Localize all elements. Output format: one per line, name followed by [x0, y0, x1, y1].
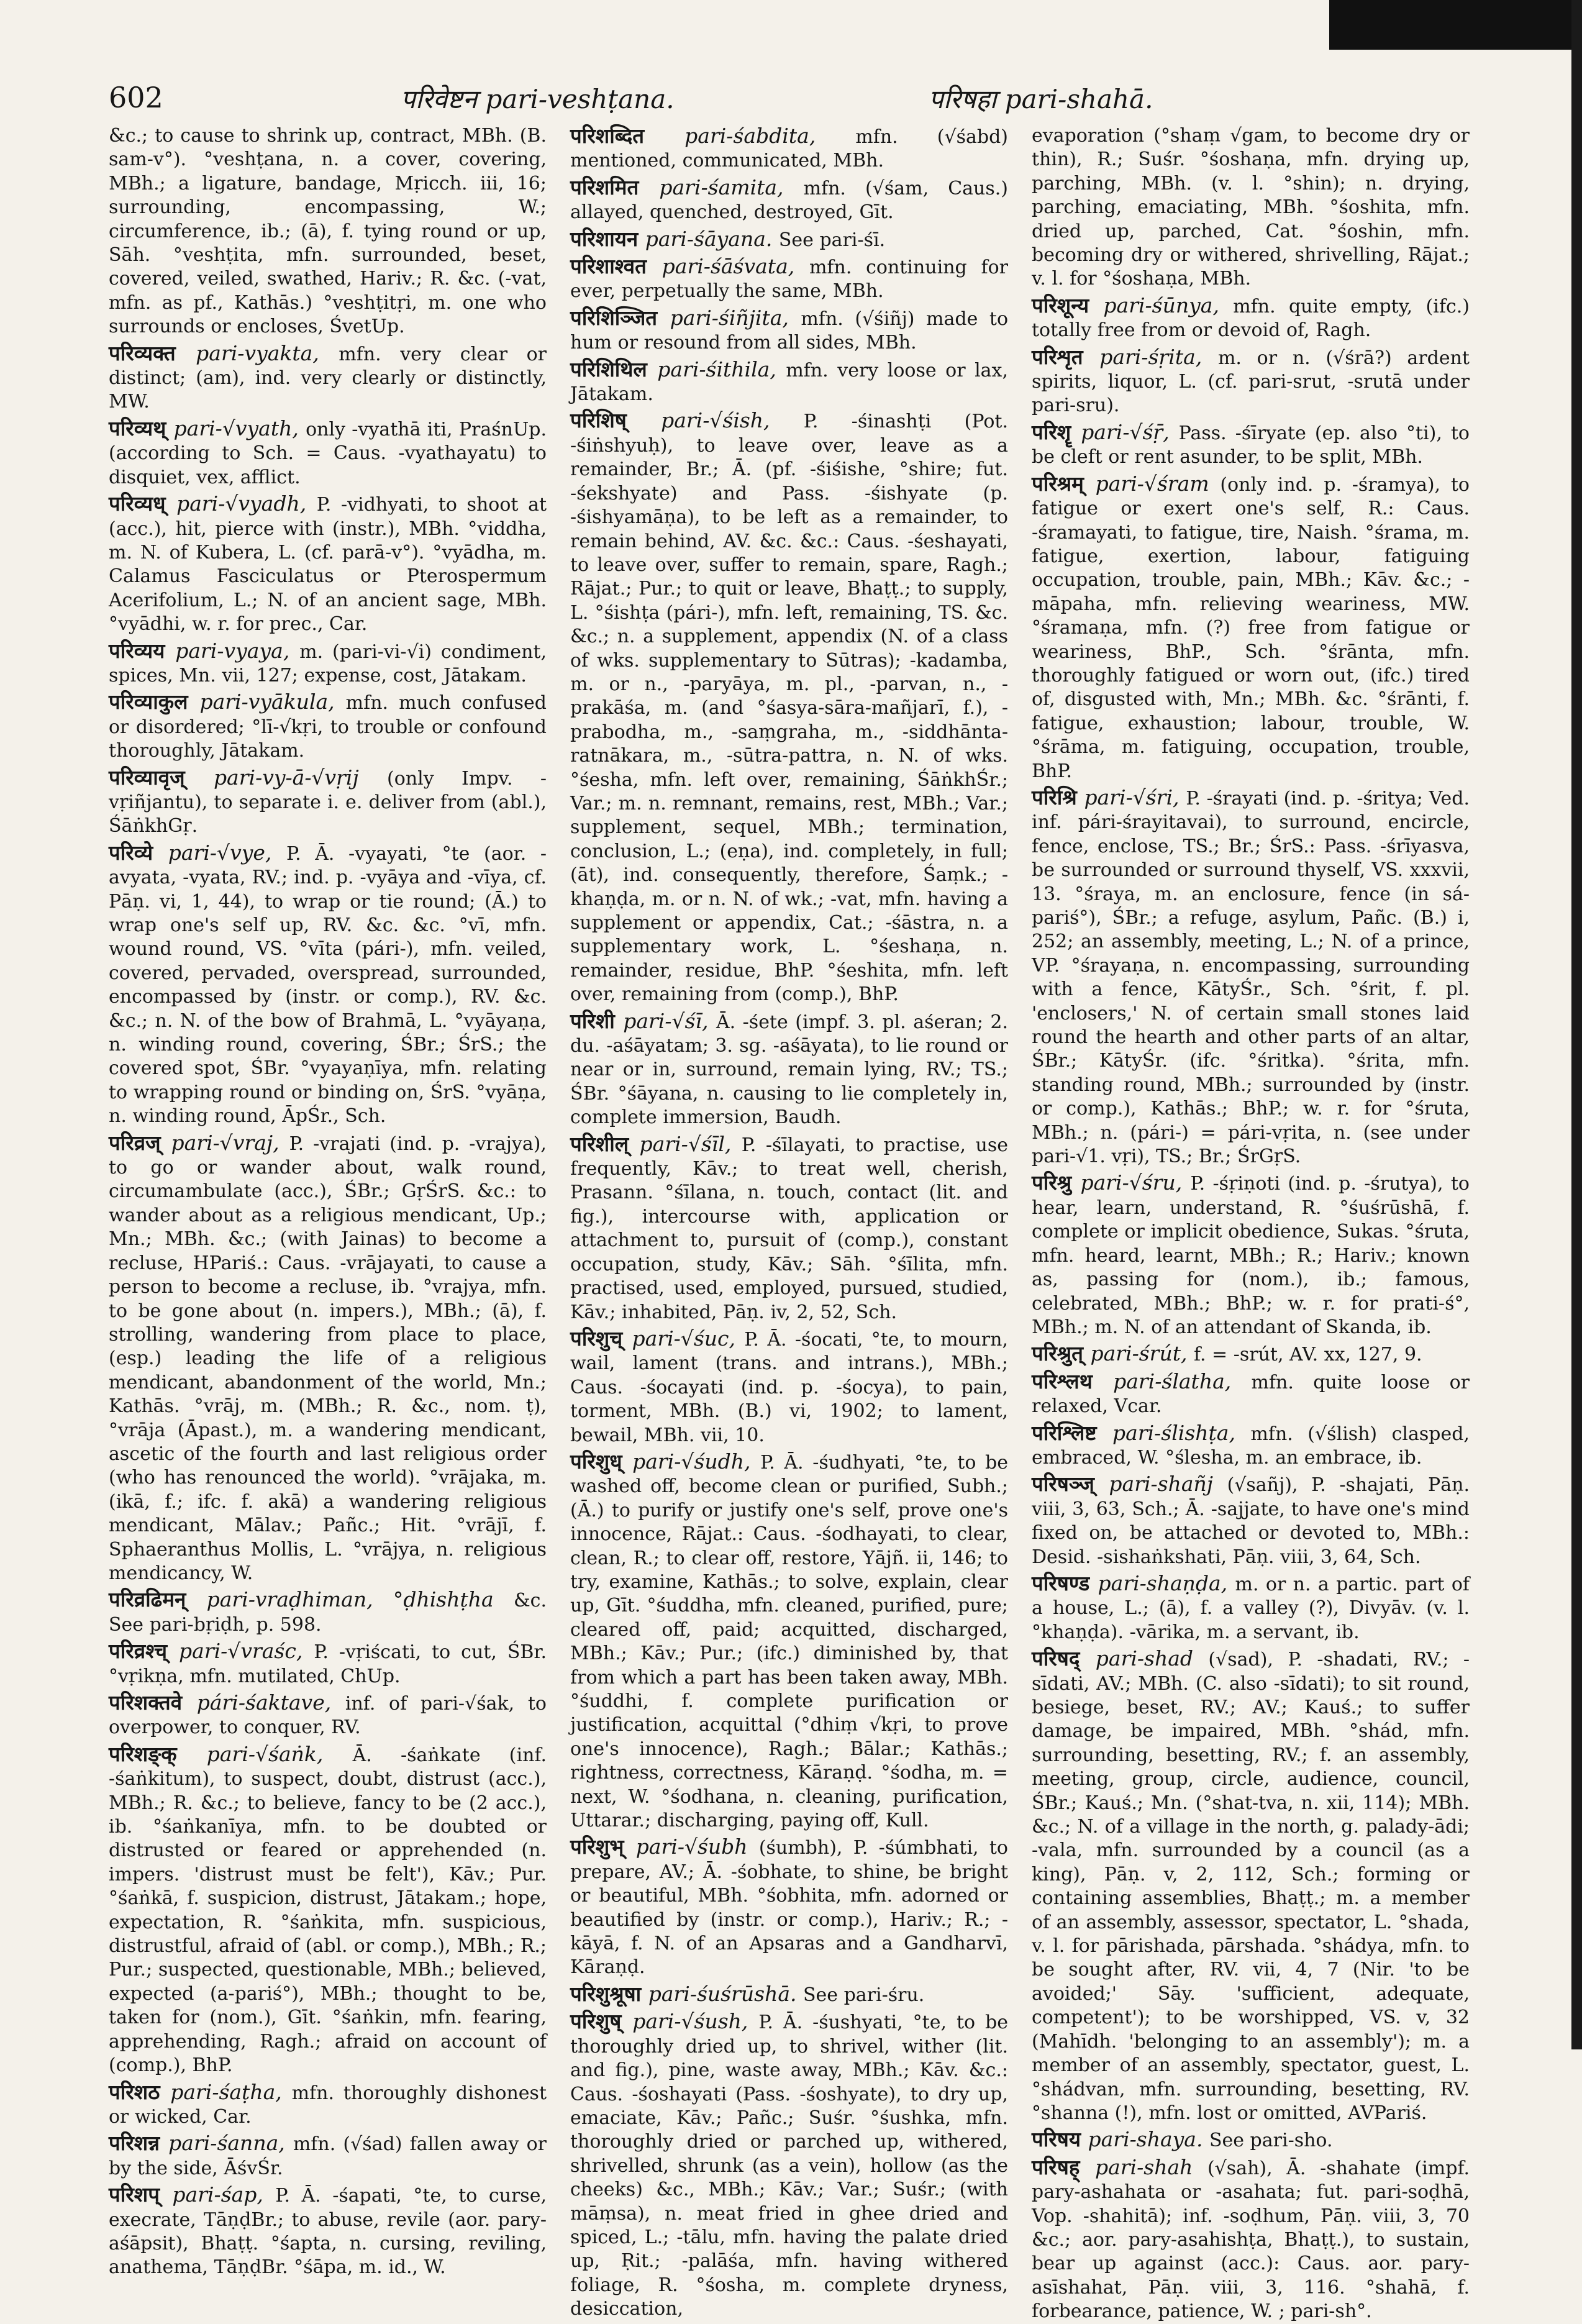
- dictionary-entry: [570, 1132, 1008, 1324]
- entry-definition: mfn. quite loose or relaxed, Vcar.: [1032, 1371, 1470, 1418]
- page-number: 602: [109, 81, 163, 114]
- entry-definition: (√sad), P. -shadati, RV.; -sīdati, AV.; MBh. (C. also -sīdati); to sit round, besiege, beset, RV.; AV.; Kauś.; to suffer damage, be impaired, MBh. °shád, mfn. surrounding, besetting, RV.; f. an assembly, meeting, group, circle, audience, council, ŚBr.; Kauś.; Mn. (°shat-tva, n. xii, 114); MBh. &c.; N. of a village in the north, g. palady-ādi; -vala, mfn. surrounded by a council (as a king), Pāṇ. v, 2, 112, Sch.; forming or containing assemblies, Bhaṭṭ.; m. a member of an assembly, assessor, spectator, L. °shada, v. l. for pārishada, pārshada. °shádya, mfn. to be sought after, RV. vii, 4, 7 (Nir. 'to be avoided;' Sāy. 'sufficient, adequate, competent'); to be worshipped, VS. v, 32 (Mahīdh. 'belonging to an assembly'); m. a member of an assembly, spectator, guest, L. °shádvan, mfn. surrounding, besetting, RV. °shanna (!), mfn. lost or omitted, AVPariś.: [1032, 1649, 1470, 2124]
- headword-devanagari: परिशून्य: [1032, 293, 1104, 317]
- headword-transliteration: pari-√śaṅk,: [206, 1741, 353, 1766]
- entry-definition: Pass. -śīryate (ep. also °ti), to be cleft or rent asunder, to be split, MBh.: [1032, 422, 1470, 468]
- entry-definition: P. -śīlayati, to practise, use frequently, Kāv.; to treat well, cherish, Prasann. °śīlana, n. touch, contact (lit. and fig.), intercourse with, application or attachment to, pursuit of (comp.), constant occupation, study, Kāv.; Sāh. °śīlita, mfn. practised, used, employed, pursued, studied, Kāv.; inhabited, Pāṇ. iv, 2, 52, Sch.: [570, 1134, 1008, 1323]
- headword-transliteration: pari-shaṇḍa,: [1098, 1570, 1235, 1595]
- running-head-left: परिवेष्टन pari-veshṭana.: [401, 84, 675, 114]
- entry-definition: P. Ā. -śudhyati, °te, to be washed off, become clean or purified, Subh.; (Ā.) to purify or justify one's self, prove one's innocence, Rājat.: Caus. -śodhayati, to clear, clean, R.; to clear off, restore, Yājñ. ii, 146; to try, examine, Kathās.; to solve, explain, clear up, Gīt. °śuddha, mfn. cleaned, purified, pure; cleared off, paid; acquitted, discharged, MBh.; Kāv.; Pur.; (ifc.) diminished by, that from which a part has been taken away, MBh. °śuddhi, f. complete purification or justification, acquittal (°dhiṃ √kṛi, to prove one's innocence), Ragh.; Bālar.; Kathās.; rightness, correctness, Kāraṇḍ. °śodha, m. = next, W. °śodhana, n. cleaning, purification, Uttarar.; discharging, paying off, Kull.: [570, 1451, 1008, 1832]
- headword-transliteration: pari-śāyana.: [645, 226, 779, 251]
- entry-definition: See pari-sho.: [1209, 2130, 1333, 2152]
- dictionary-entry: [570, 1835, 1008, 1979]
- headword-devanagari: परिशुश्रूषा: [570, 1981, 648, 2006]
- entry-definition: only -vyathā iti, PraśnUp. (according to Sch. = Caus. -vyathayatu) to disquiet, vex, afflict.: [109, 418, 547, 488]
- headword-transliteration: pari-√vyath,: [173, 416, 306, 440]
- headword-devanagari: परिषह्: [1032, 2154, 1095, 2179]
- headword-transliteration: pari-shañj: [1109, 1472, 1227, 1497]
- headword-devanagari: परिषद्: [1032, 1646, 1096, 1671]
- entry-definition: mfn. very loose or lax, Jātakam.: [570, 359, 1009, 406]
- headword-transliteration: pari-√śīl,: [639, 1131, 742, 1156]
- headword-devanagari: परिषय: [1032, 2127, 1088, 2152]
- entry-definition: (√sañj), P. -shajati, Pāṇ. viii, 3, 63, Sch.; Ā. -sajjate, to have one's mind fixed on, be attached or devoted to, MBh.: Desid. -sishaṅkshati, Pāṇ. viii, 3, 64, Sch.: [1032, 1474, 1470, 1568]
- headword-transliteration: pari-śabdita,: [684, 124, 856, 148]
- headword-devanagari: परिव्रढिमन्: [109, 1587, 207, 1612]
- headword-devanagari: परिव्यावृज्: [109, 765, 214, 790]
- headword-devanagari: परिशिञ्जित: [570, 305, 670, 330]
- entry-definition: mfn. (√ślish) clasped, embraced, W. °ślesha, m. an embrace, ib.: [1032, 1423, 1470, 1469]
- headword-devanagari: परिव्यक्त: [109, 340, 196, 365]
- headword-devanagari: परिशुच्: [570, 1326, 632, 1351]
- headword-transliteration: pari-√vyadh,: [176, 491, 317, 516]
- entry-definition: mfn. (√śiñj) made to hum or resound from all sides, MBh.: [570, 308, 1009, 354]
- dictionary-entry: [1032, 1421, 1470, 1470]
- headword-transliteration: pari-vraḍhiman, °ḍhishṭha: [206, 1587, 514, 1612]
- dictionary-entry: [570, 1982, 1008, 2007]
- dictionary-entry: [109, 124, 547, 339]
- headword-devanagari: परिशिष्: [570, 408, 661, 433]
- running-head-right: परिषहा pari-shahā.: [929, 84, 1153, 114]
- dictionary-entry: [570, 227, 1008, 252]
- dictionary-entry: [570, 124, 1008, 173]
- dictionary-entry: [109, 2080, 547, 2130]
- dictionary-entry: [1032, 124, 1470, 291]
- headword-devanagari: परिव्यध्: [109, 491, 177, 516]
- entry-definition: mfn. much confused or disordered; °lī-√kṛi, to trouble or confound thoroughly, Jātakam.: [109, 692, 547, 762]
- headword-transliteration: pari-√śish,: [661, 408, 804, 433]
- headword-transliteration: pari-√śṝ,: [1081, 419, 1179, 444]
- entry-definition: mfn. continuing for ever, perpetually the same, MBh.: [570, 257, 1008, 303]
- headword-transliteration: pari-√śri,: [1084, 785, 1186, 809]
- headword-transliteration: pari-śamita,: [659, 175, 804, 199]
- dictionary-columns: [109, 124, 1472, 2323]
- entry-definition: m. or n. a partic. part of a house, L.; (ā), f. a valley (?), Divyāv. (v. l. °khaṇḍa). -vārika, m. a servant, ib.: [1032, 1573, 1470, 1643]
- dictionary-entry: [109, 342, 547, 414]
- dictionary-entry: [570, 1327, 1008, 1447]
- headword-devanagari: परिश्लथ: [1032, 1369, 1114, 1393]
- entry-definition: mfn. very clear or distinct; (am), ind. very clearly or distinctly, MW.: [109, 343, 547, 413]
- entry-definition: See pari-śī.: [778, 229, 886, 251]
- headword-devanagari: परिव्यथ्: [109, 416, 174, 440]
- headword-devanagari: परिशृत: [1032, 344, 1100, 369]
- headword-devanagari: परिव्ये: [109, 840, 168, 865]
- entry-definition: P. Ā. -vyayati, °te (aor. -avyata, -vyata, RV.; ind. p. -vyāya and -vīya, cf. Pāṇ. vi, 1, 44), to wrap or tie round; (Ā.) to wrap one's self up, RV. &c. &c. °vī, mfn. wound round, VS. °vīta (pári-), mfn. veiled, covered, pervaded, overspread, surrounded, encompassed by (instr. or comp.), RV. &c. &c.; n. N. of the bow of Brahmā, L. °vyāyaṇa, n. winding round, covering, ŚBr.; ŚrS.; the covered spot, ŚBr. °vyayaṇīya, mfn. relating to wrapping round or binding on, ŚrS. °vyāṇa, n. winding round, ĀpŚr., Sch.: [109, 842, 547, 1128]
- page-header: [109, 75, 1463, 124]
- headword-transliteration: pari-śithila,: [657, 357, 786, 381]
- headword-transliteration: pari-shad: [1095, 1646, 1209, 1671]
- headword-transliteration: pari-vyaya,: [175, 638, 300, 663]
- headword-devanagari: परिशङ्क्: [109, 1741, 207, 1766]
- dictionary-entry: [109, 1691, 547, 1740]
- headword-transliteration: pari-√vraśc,: [179, 1639, 314, 1664]
- headword-transliteration: pari-śṛita,: [1099, 344, 1218, 369]
- dictionary-entry: [109, 492, 547, 636]
- headword-devanagari: परिशन्न: [109, 2131, 169, 2156]
- dictionary-entry: [1032, 1342, 1470, 1367]
- dictionary-entry: [570, 176, 1008, 225]
- dictionary-entry: [1032, 1572, 1470, 1644]
- entry-definition: P. -vṛiścati, to cut, ŚBr. °vṛikṇa, mfn. mutilated, ChUp.: [109, 1641, 547, 1687]
- headword-transliteration: pari-ślatha,: [1113, 1369, 1252, 1393]
- entry-definition: (śumbh), P. -śúmbhati, to prepare, AV.; Ā. -śobhate, to shine, be bright or beautiful, MBh. °śobhita, mfn. adorned or beautified by (instr. or comp.), Hariv.; R.; -kāyā, f. N. of an Apsaras and a Gandharvī, Kāraṇḍ.: [570, 1837, 1008, 1979]
- entry-definition: &c. See pari-bṛiḍh, p. 598.: [109, 1590, 547, 1636]
- headword-transliteration: pari-śāśvata,: [661, 254, 809, 279]
- entry-definition: Ā. -śaṅkate (inf. -śaṅkitum), to suspect, doubt, distrust (acc.), MBh.; R. &c.; to believe, fancy to be (2 acc.), ib. °śaṅkanīya, mfn. to be doubted or distrusted or feared or apprehended (n. impers. 'distrust must be felt'), Kāv.; Pur. °śaṅkā, f. suspicion, distrust, Jātakam.; hope, expectation, R. °śaṅkita, mfn. suspicious, distrustful, afraid of (abl. or comp.), MBh.; R.; Pur.; suspected, questionable, MBh.; believed, expected (a-pariś°), MBh.; thought to be, taken for (nom.), Gīt. °śaṅkin, mfn. fearing, apprehending, Ragh.; afraid on account of (comp.), BhP.: [109, 1744, 547, 2077]
- headword-transliteration: pari-śap,: [172, 2182, 276, 2207]
- entry-definition: See pari-śru.: [802, 1984, 925, 2006]
- column-1: [109, 124, 547, 2279]
- headword-transliteration: pari-shaya.: [1088, 2127, 1209, 2152]
- headword-devanagari: परिश्रु: [1032, 1170, 1081, 1195]
- entry-definition: inf. of pari-√śak, to overpower, to conquer, RV.: [109, 1693, 547, 1739]
- dictionary-entry: [570, 255, 1008, 304]
- dictionary-entry: [1032, 421, 1470, 470]
- headword-devanagari: परिश्रम्: [1032, 471, 1096, 496]
- dictionary-entry: [1032, 2156, 1470, 2324]
- headword-transliteration: pari-śiñjita,: [670, 305, 801, 330]
- dictionary-entry: [109, 417, 547, 490]
- headword-transliteration: pari-√śuc,: [632, 1326, 745, 1351]
- entry-definition: P. -vidhyati, to shoot at (acc.), hit, pierce with (instr.), MBh. °viddha, m. N. of Kubera, L. (cf. parā-v°). °vyādha, m. Calamus Fasciculatus or Pterospermum Acerifolium, L.; N. of an ancient sage, MBh. °vyādhi, w. r. for prec., Car.: [109, 494, 547, 636]
- dictionary-entry: [1032, 1472, 1470, 1569]
- headword-devanagari: परिशाश्वत: [570, 254, 662, 279]
- dictionary-entry: [1032, 1171, 1470, 1339]
- headword-transliteration: pari-√śush,: [632, 2009, 759, 2034]
- dictionary-entry: [1032, 786, 1470, 1169]
- headword-devanagari: परिशठ: [109, 2079, 171, 2104]
- dictionary-entry: [1032, 345, 1470, 418]
- headword-transliteration: pari-√śru,: [1080, 1170, 1191, 1195]
- entry-definition: P. -vrajati (ind. p. -vrajya), to go or wander about, walk round, circumambulate (acc.), ŚBr.; GṛŚrS. &c.: to wander about as a religious mendicant, Up.; Mn.; MBh. &c.; (with Jainas) to become a recluse, HPariś.: Caus. -vrājayati, to cause a person to become a recluse, ib. °vrajya, mfn. to be gone about (n. impers.), MBh.; (ā), f. strolling, wandering from place to place, (esp.) leading the life of a religious mendicant, abandonment of the world, Mn.; Kathās. °vrāj, m. (MBh.; R. &c., nom. ṭ), °vrāja (Āpast.), m. a wandering mendicant, ascetic of the fourth and last religious order (who has renounced the world). °vrājaka, m. (ikā, f.; ifc. f. akā) a wandering religious mendicant, Mālav.; Pañc.; Hit. °vrājī, f. Sphaeranthus Mollis, L. °vrājya, n. religious mendicancy, W.: [109, 1132, 547, 1584]
- dictionary-entry: [109, 1639, 547, 1688]
- dictionary-entry: [109, 690, 547, 763]
- dictionary-entry: [570, 1009, 1008, 1130]
- headword-devanagari: परिषण्ड: [1032, 1570, 1098, 1595]
- headword-devanagari: परिश्रुत्: [1032, 1341, 1091, 1366]
- dictionary-entry: [570, 358, 1008, 407]
- headword-transliteration: pari-vy-ā-√vṛij: [213, 765, 388, 790]
- headword-transliteration: pari-śrút,: [1090, 1341, 1194, 1366]
- dictionary-entry: [1032, 294, 1470, 343]
- headword-transliteration: pari-vyakta,: [196, 340, 339, 365]
- entry-definition: (only Impv. -vṛiñjantu), to separate i. e. deliver from (abl.), ŚāṅkhGṛ.: [109, 767, 547, 837]
- dictionary-entry: [109, 841, 547, 1129]
- entry-definition: &c.; to cause to shrink up, contract, MBh. (B. sam-v°). °veshṭana, n. a cover, covering, MBh.; a ligature, bandage, Mṛicch. iii, 16; surrounding, encompassing, W.; circumference, ib.; (ā), f. tying round or up, Sāh. °veshṭita, mfn. surrounded, beset, covered, veiled, swathed, Hariv.; R. &c. (-vat, mfn. as pf., Kathās.) °veshṭitṛi, m. one who surrounds or encloses, ŚvetUp.: [109, 125, 547, 338]
- headword-transliteration: pári-śaktave,: [196, 1690, 345, 1715]
- dictionary-entry: [570, 306, 1008, 355]
- dictionary-entry: [109, 1743, 547, 2078]
- dictionary-entry: [1032, 2128, 1470, 2153]
- headword-devanagari: परिशायन: [570, 226, 645, 251]
- entry-definition: m. (pari-vi-√i) condiment, spices, Mn. vii, 127; expense, cost, Jātakam.: [109, 640, 547, 686]
- headword-transliteration: pari-√śudh,: [632, 1449, 761, 1474]
- headword-transliteration: pari-śaṭha,: [170, 2079, 292, 2104]
- dictionary-entry: [109, 639, 547, 688]
- column-3: [1032, 124, 1470, 2323]
- headword-transliteration: pari-vyākula,: [199, 690, 346, 714]
- entry-definition: mfn. (√śabd) mentioned, communicated, MBh.: [570, 126, 1008, 172]
- scan-top-bar: [1329, 0, 1582, 50]
- headword-devanagari: परिशुध्: [570, 1449, 633, 1474]
- headword-transliteration: pari-shah: [1094, 2154, 1207, 2179]
- scan-right-edge: [1571, 0, 1582, 2049]
- dictionary-entry: [109, 1131, 547, 1586]
- headword-transliteration: pari-√śī,: [623, 1008, 716, 1033]
- headword-devanagari: परिषञ्ज्: [1032, 1472, 1109, 1497]
- dictionary-entry: [109, 766, 547, 839]
- entry-definition: mfn. (√śad) fallen away or by the side, ĀśvŚr.: [109, 2133, 547, 2179]
- entry-definition: P. -śṛiṇoti (ind. p. -śrutya), to hear, learn, understand, R. °śuśrūshā, f. complete or implicit obedience, Sukas. °śruta, mfn. heard, learnt, MBh.; R.; Hariv.; known as, passing for (nom.), ib.; famous, celebrated, MBh.; BhP.; w. r. for prati-ś°, MBh.; m. N. of an attendant of Skanda, ib.: [1032, 1173, 1470, 1338]
- headword-devanagari: परिशॄ: [1032, 419, 1081, 444]
- entry-definition: (√sah), Ā. -shahate (impf. pary-ashahata or -asahata; fut. pari-soḍhā, Vop. -shahitā); inf. -soḍhum, Pāṇ. viii, 3, 70 &c.; aor. pary-asahishṭa, Bhaṭṭ.), to sustain, bear up against (acc.): Caus. aor. pary-asīshahat, Pāṇ. viii, 3, 116. °shahā, f. forbearance, patience, W. ; pari-sh°.: [1032, 2157, 1470, 2323]
- entry-definition: P. Ā. -śapati, °te, to curse, execrate, TāṇḍBr.; to abuse, revile (aor. pary-aśāpsit), Bhaṭṭ. °śapta, n. cursing, reviling, anathema, TāṇḍBr. °śāpa, m. id., W.: [109, 2185, 547, 2279]
- entry-definition: P. -śinashṭi (Pot. -śiṅshyuḥ), to leave over, leave as a remainder, Br.; Ā. (pf. -śiśishe, °shire; fut. -śekshyate) and Pass. -śishyate (p. -śishyamāṇa), to be left as a remainder, to remain behind, AV. &c. &c.: Caus. -śeshayati, to leave over, suffer to remain, spare, Ragh.; Rājat.; Pur.; to quit or leave, Bhaṭṭ.; to supply, L. °śishṭa (pári-), mfn. left, remaining, TS. &c. &c.; n. a supplement, appendix (N. of a class of wks. supplementary to Sūtras); -kadamba, m. or n., -paryāya, m. pl., -parvan, n., -prakāśa, m. (and °śasya-sāra-mañjarī, f.), -prabodha, m., -saṃgraha, m., -siddhānta-ratnākara, m., -sūtra-pattra, n. N. of wks. °śesha, mfn. left over, remaining, ŚāṅkhŚr.; Var.; m. n. remnant, remains, rest, MBh.; Var.; supplement, sequel, MBh.; termination, conclusion, L.; (eṇa), ind. completely, in full; (āt), ind. consequently, therefore, Śaṃk.; -khaṇḍa, m. or n. N. of wk.; -vat, mfn. having a supplement or appendix, Cat.; -śāstra, n. a supplementary work, L. °śeshaṇa, n. remainder, residue, BhP. °śeshita, mfn. left over, remaining from (comp.), BhP.: [570, 411, 1008, 1006]
- headword-devanagari: परिव्रश्च्: [109, 1639, 180, 1664]
- headword-devanagari: परिशब्दित: [570, 124, 685, 148]
- dictionary-entry: [1032, 1647, 1470, 2125]
- headword-transliteration: pari-√vraj,: [171, 1130, 289, 1155]
- entry-definition: mfn. thoroughly dishonest or wicked, Car.: [109, 2082, 547, 2128]
- dictionary-entry: [109, 1588, 547, 1637]
- headword-transliteration: pari-ślishṭa,: [1112, 1420, 1251, 1445]
- headword-devanagari: परिशक्तवे: [109, 1690, 197, 1715]
- headword-transliteration: pari-śuśrūshā.: [648, 1981, 803, 2006]
- headword-transliteration: pari-√śram: [1095, 471, 1221, 496]
- headword-devanagari: परिशमित: [570, 175, 660, 199]
- entry-definition: P. -śrayati (ind. p. -śritya; Ved. inf. pári-śrayitavai), to surround, encircle, fence, enclose, TS.; Br.; ŚrS.: Pass. -śrīyasva, be surrounded or surround thyself, VS. xxxvii, 13. °śraya, m. an enclosure, fence (in sá-pariś°), ŚBr.; a refuge, asylum, Pañc. (B.) i, 252; an assembly, meeting, L.; N. of a prince, VP. °śrayaṇa, n. encompassing, surrounding with a fence, KātyŚr., Sch. °śrit, f. pl. 'enclosers,' N. of certain small stones laid round the hearth and other parts of an altar, ŚBr.; KātyŚr. (ifc. °śritka). °śrita, mfn. standing round, MBh.; surrounded by (instr. or comp.), Kathās.; BhP.; w. r. for °śruta, MBh.; n. (pári-) = pári-vṛita, n. (see under pari-√1. vṛi), TS.; Br.; ŚrGṛS.: [1032, 787, 1470, 1168]
- headword-transliteration: pari-śūnya,: [1103, 293, 1234, 317]
- entry-definition: P. Ā. -śushyati, °te, to be thoroughly dried up, to shrivel, wither (lit. and fig.), pine, waste away, MBh.; Kāv. &c.: Caus. -śoshayati (Pass. -śoshyate), to dry up, emaciate, Kāv.; Pañc.; Suśr. °śushka, mfn. thoroughly dried or parched up, withered, shrivelled, shrunk (as a vein), hollow (as the cheeks) &c., MBh.; Kāv.; Var.; Suśr.; (with māṃsa), n. meat fried in ghee dried and spiced, L.; -tālu, mfn. having the palate dried up, Ṛit.; -palāśa, mfn. having withered foliage, R. °śosha, m. complete dryness, desiccation,: [570, 2012, 1008, 2320]
- entry-definition: m. or n. (√śrā?) ardent spirits, liquor, L. (cf. pari-srut, -srutā under pari-sru).: [1032, 347, 1470, 417]
- column-2: [570, 124, 1009, 2320]
- headword-devanagari: परिश्रि: [1032, 785, 1084, 809]
- dictionary-entry: [109, 2183, 547, 2280]
- headword-devanagari: परिव्रज्: [109, 1130, 171, 1155]
- entry-definition: mfn. (√śam, Caus.) allayed, quenched, destroyed, Gīt.: [570, 177, 1009, 224]
- dictionary-entry: [1032, 1370, 1470, 1419]
- headword-devanagari: परिश्लिष्ट: [1032, 1420, 1113, 1445]
- dictionary-entry: [570, 1450, 1008, 1833]
- dictionary-entry: [570, 2010, 1008, 2321]
- headword-devanagari: परिशप्: [109, 2182, 173, 2207]
- headword-devanagari: परिशुष्: [570, 2009, 633, 2034]
- headword-transliteration: pari-√vye,: [168, 840, 286, 865]
- headword-devanagari: परिव्याकुल: [109, 690, 200, 714]
- entry-definition: P. Ā. -śocati, °te, to mourn, wail, lament (trans. and intrans.), MBh.; Caus. -śocayati (ind. p. -śocya), to pain, torment, MBh. (B.) vi, 1902; to lament, bewail, MBh. vii, 10.: [570, 1328, 1008, 1446]
- dictionary-entry: [570, 409, 1008, 1006]
- entry-definition: mfn. quite empty, (ifc.) totally free from or devoid of, Ragh.: [1032, 295, 1470, 342]
- headword-devanagari: परिव्यय: [109, 638, 176, 663]
- headword-devanagari: परिशी: [570, 1008, 624, 1033]
- entry-definition: Ā. -śete (impf. 3. pl. aśeran; 2. du. -aśāyatam; 3. sg. -aśāyata), to lie round or near or in, surround, remain lying, RV.; TS.; ŚBr. °śāyana, n. causing to lie completely in, complete immersion, Baudh.: [570, 1011, 1009, 1129]
- headword-devanagari: परिशिथिल: [570, 357, 658, 381]
- headword-devanagari: परिशुभ्: [570, 1834, 636, 1859]
- headword-devanagari: परिशील्: [570, 1131, 640, 1156]
- entry-definition: f. = -srút, AV. xx, 127, 9.: [1193, 1344, 1422, 1366]
- headword-transliteration: pari-śanna,: [168, 2131, 293, 2156]
- dictionary-entry: [1032, 472, 1470, 783]
- entry-definition: evaporation (°shaṃ √gam, to become dry or thin), R.; Suśr. °śoshaṇa, mfn. drying up, parching, MBh. (v. l. °shin); n. drying, parching, emaciating, MBh. °śoshita, mfn. dried up, parched, Cat. °śoshin, mfn. becoming dry or withered, shrivelling, Rājat.; v. l. for °śoshaṇa, MBh.: [1032, 125, 1470, 290]
- entry-definition: (only ind. p. -śramya), to fatigue or exert one's self, R.: Caus. -śramayati, to fatigue, tire, Naish. °śrama, m. fatigue, exertion, labour, fatiguing occupation, trouble, pain, MBh.; Kāv. &c.; -māpaha, mfn. relieving weariness, MW. °śramaṇa, mfn. (?) free from fatigue or weariness, BhP., Sch. °śrānta, mfn. thoroughly fatigued or worn out, (ifc.) tired of, disgusted with, Mn.; MBh. &c. °śrānti, f. fatigue, exhaustion; labour, trouble, W. °śrāma, m. fatiguing, occupation, trouble, BhP.: [1032, 473, 1470, 782]
- headword-transliteration: pari-√śubh: [635, 1834, 759, 1859]
- dictionary-entry: [109, 2131, 547, 2180]
